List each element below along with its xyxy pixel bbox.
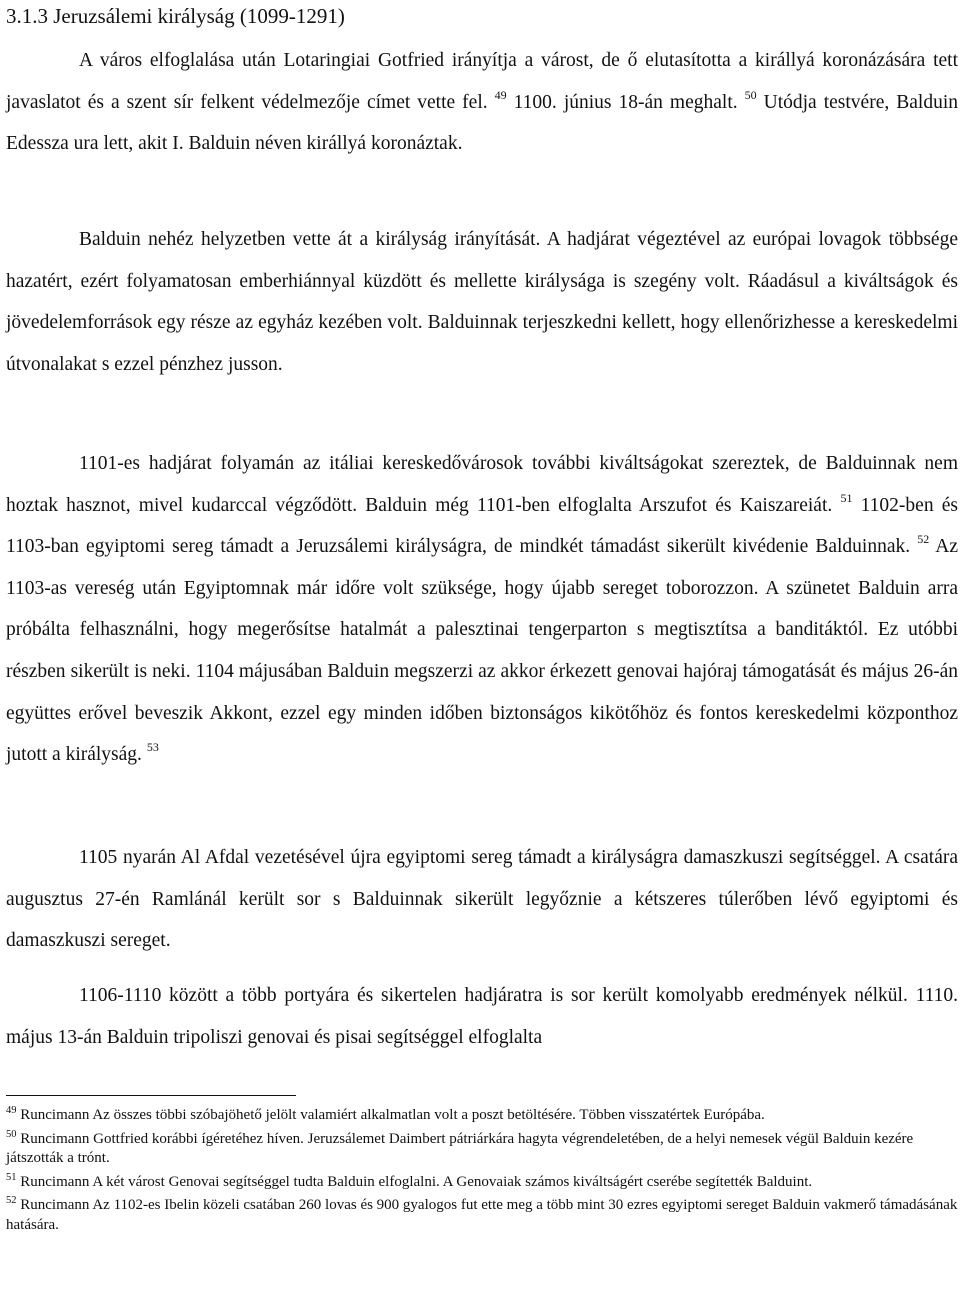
footnote-text: Runcimann Az összes többi szóbajöhető jelölt valamiért alkalmatlan volt a poszt betöltésére. Többen visszatértek Európába.: [20, 1107, 765, 1123]
footnote-51: [6, 1173, 958, 1193]
paragraph-5: [6, 975, 958, 1058]
paragraph-3-text-b: 1102-ben és 1103-ban egyiptomi sereg támadt a Jeruzsálemi királyságra, de mindkét támadást sikerült kivédenie Balduinnak.: [6, 494, 958, 558]
footnote-50: [6, 1130, 958, 1169]
section-heading: 3.1.3 Jeruzsálemi királyság (1099-1291): [6, 4, 345, 28]
paragraph-3-text-a: 1101-es hadjárat folyamán az itáliai kereskedővárosok további kiváltságokat szereztek, de Balduinnak nem hoztak hasznot, mivel kudarccal végződött. Balduin még 1101-ben elfoglalta Arszufot és Kaiszareiát.: [6, 453, 958, 516]
footnote-52: [6, 1196, 958, 1235]
footnote-ref-53[interactable]: 53: [146, 740, 159, 755]
paragraph-4: [6, 837, 958, 962]
footnote-text: Runcimann Az 1102-es Ibelin közeli csatában 260 lovas és 900 gyalogos fut ette meg a több mint 30 ezres egyiptomi sereget Balduin vakmerő támadásának hatására.: [6, 1197, 958, 1233]
footnote-ref-52[interactable]: 52: [917, 532, 930, 547]
footnote-ref-51[interactable]: 51: [840, 490, 853, 505]
footnote-text: Runcimann Gottfried korábbi ígéretéhez híven. Jeruzsálemet Daimbert pátriárkára hagyta végrendeletében, de a helyi nemesek végül Balduin kezére játszották a trónt.: [6, 1130, 914, 1166]
footnote-ref-49[interactable]: 49: [494, 87, 507, 102]
paragraph-2: [6, 219, 958, 385]
footnote-number: 52: [6, 1195, 17, 1206]
paragraph-4-text: 1105 nyarán Al Afdal vezetésével újra egyiptomi sereg támadt a királyságra damaszkuszi segítséggel. A csatára augusztus 27-én Ramlánál került sor s Balduinnak sikerült legyőznie a kétszeres túlerőben lévő egyiptomi és damaszkuszi sereget.: [6, 847, 958, 952]
paragraph-5-text: 1106-1110 között a több portyára és sikertelen hadjáratra is sor került komolyabb eredmények nélkül. 1110. május 13-án Balduin tripoliszi genovai és pisai segítséggel elfoglalta: [6, 985, 958, 1048]
footnote-ref-50[interactable]: 50: [744, 87, 757, 102]
paragraph-3: [6, 443, 958, 776]
footnote-number: 49: [6, 1105, 17, 1116]
paragraph-1-text-b: 1100. június 18-án meghalt.: [513, 91, 738, 113]
footnote-49: [6, 1106, 958, 1126]
footnote-number: 50: [6, 1128, 17, 1140]
paragraph-2-text: Balduin nehéz helyzetben vette át a királyság irányítását. A hadjárat végeztével az európai lovagok többsége hazatért, ezért folyamatosan emberhiánnyal küzdött és mellette királysága is szegény volt. Ráadásul a kiváltságok és jövedelemforrások egy része az egyház kezében volt. Balduinnak terjeszkedni kellett, hogy ellenőrizhesse a kereskedelmi útvonalakat s ezzel pénzhez jusson.: [6, 229, 958, 375]
paragraph-1: [6, 40, 958, 165]
footnote-separator: [6, 1095, 296, 1096]
footnote-number: 51: [6, 1171, 17, 1183]
footnotes: [6, 1106, 958, 1239]
paragraph-1-text-a: A város elfoglalása után Lotaringiai Gotfried irányítja a várost, de ő elutasította a királlyá koronázására tett javaslatot és a szent sír felkent védelmezője címet vette fel.: [6, 50, 958, 113]
paragraph-3-text-c: Az 1103-as vereség után Egyiptomnak már időre volt szüksége, hogy újabb sereget toborozzon. A szünetet Balduin arra próbálta felhasználni, hogy megerősítse hatalmát a palesztinai tengerparton s megtisztítsa a banditáktól. Ez utóbbi részben sikerült is neki. 1104 májusában Balduin megszerzi az akkor érkezett genovai hajóraj támogatását és május 26-án együttes erővel beveszik Akkont, ezzel egy minden időben biztonságos kikötőhöz és fontos kereskedelmi központhoz jutott a királyság.: [6, 536, 958, 766]
footnote-text: Runcimann A két várost Genovai segítséggel tudta Balduin elfoglalni. A Genovaiak számos kiváltságért cserébe segítették Balduint.: [20, 1173, 813, 1190]
paragraph-1-text-c: Utódja testvére, Balduin Edessza ura lett, akit I. Balduin néven királlyá koronáztak.: [6, 91, 958, 155]
